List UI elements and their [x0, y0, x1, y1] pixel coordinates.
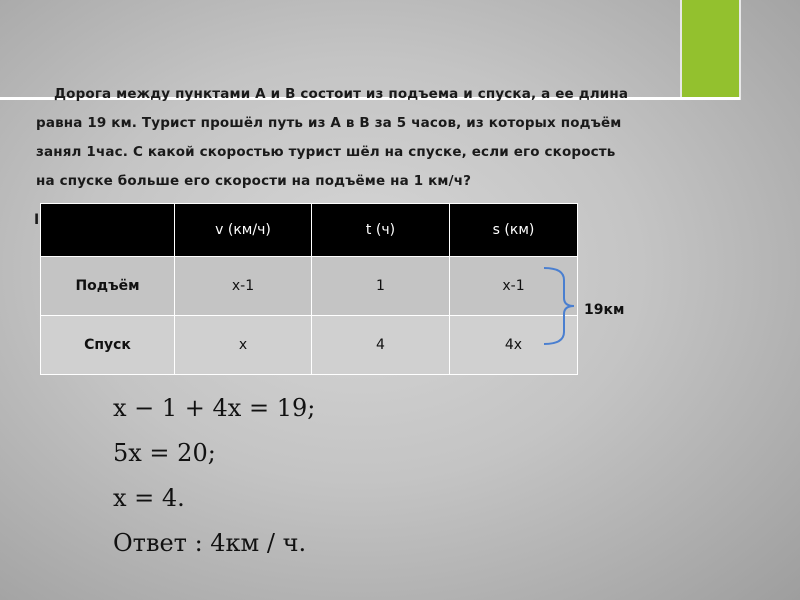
table-cell: 1	[312, 257, 450, 316]
table-header-cell: t (ч)	[312, 204, 450, 257]
table-cell: Подъём	[41, 257, 175, 316]
table-header-cell: v (км/ч)	[175, 204, 312, 257]
table-row	[41, 257, 578, 316]
table-header-row	[41, 204, 578, 257]
table-cell: x	[175, 316, 312, 375]
problem-line: занял 1час. С какой скоростью турист шёл на спуске, если его скорость	[36, 144, 616, 160]
solution-block	[113, 386, 315, 566]
table-header-cell: s (км)	[450, 204, 578, 257]
table-row	[41, 316, 578, 375]
solution-line: x − 1 + 4x = 19;	[113, 394, 316, 422]
brace-label: 19км	[584, 302, 625, 318]
solution-line: Ответ : 4км / ч.	[113, 529, 307, 557]
solution-line: x = 4.	[113, 484, 185, 512]
table-cell: Спуск	[41, 316, 175, 375]
table-cell: 4	[312, 316, 450, 375]
curly-brace-icon	[540, 264, 580, 348]
table-header-cell	[41, 204, 175, 257]
problem-statement	[36, 80, 736, 196]
table-cell: 4x	[450, 316, 578, 375]
solution-line: 5x = 20;	[113, 439, 216, 467]
table-cell: x-1	[175, 257, 312, 316]
data-table	[40, 203, 578, 375]
partial-text: I	[34, 212, 40, 228]
problem-line: равна 19 км. Турист прошёл путь из А в В за 5 часов, из которых подъём	[36, 115, 622, 131]
problem-line: Дорога между пунктами А и В состоит из подъема и спуска, а ее длина	[54, 86, 629, 102]
problem-line: на спуске больше его скорости на подъёме на 1 км/ч?	[36, 173, 472, 189]
table-cell: x-1	[450, 257, 578, 316]
